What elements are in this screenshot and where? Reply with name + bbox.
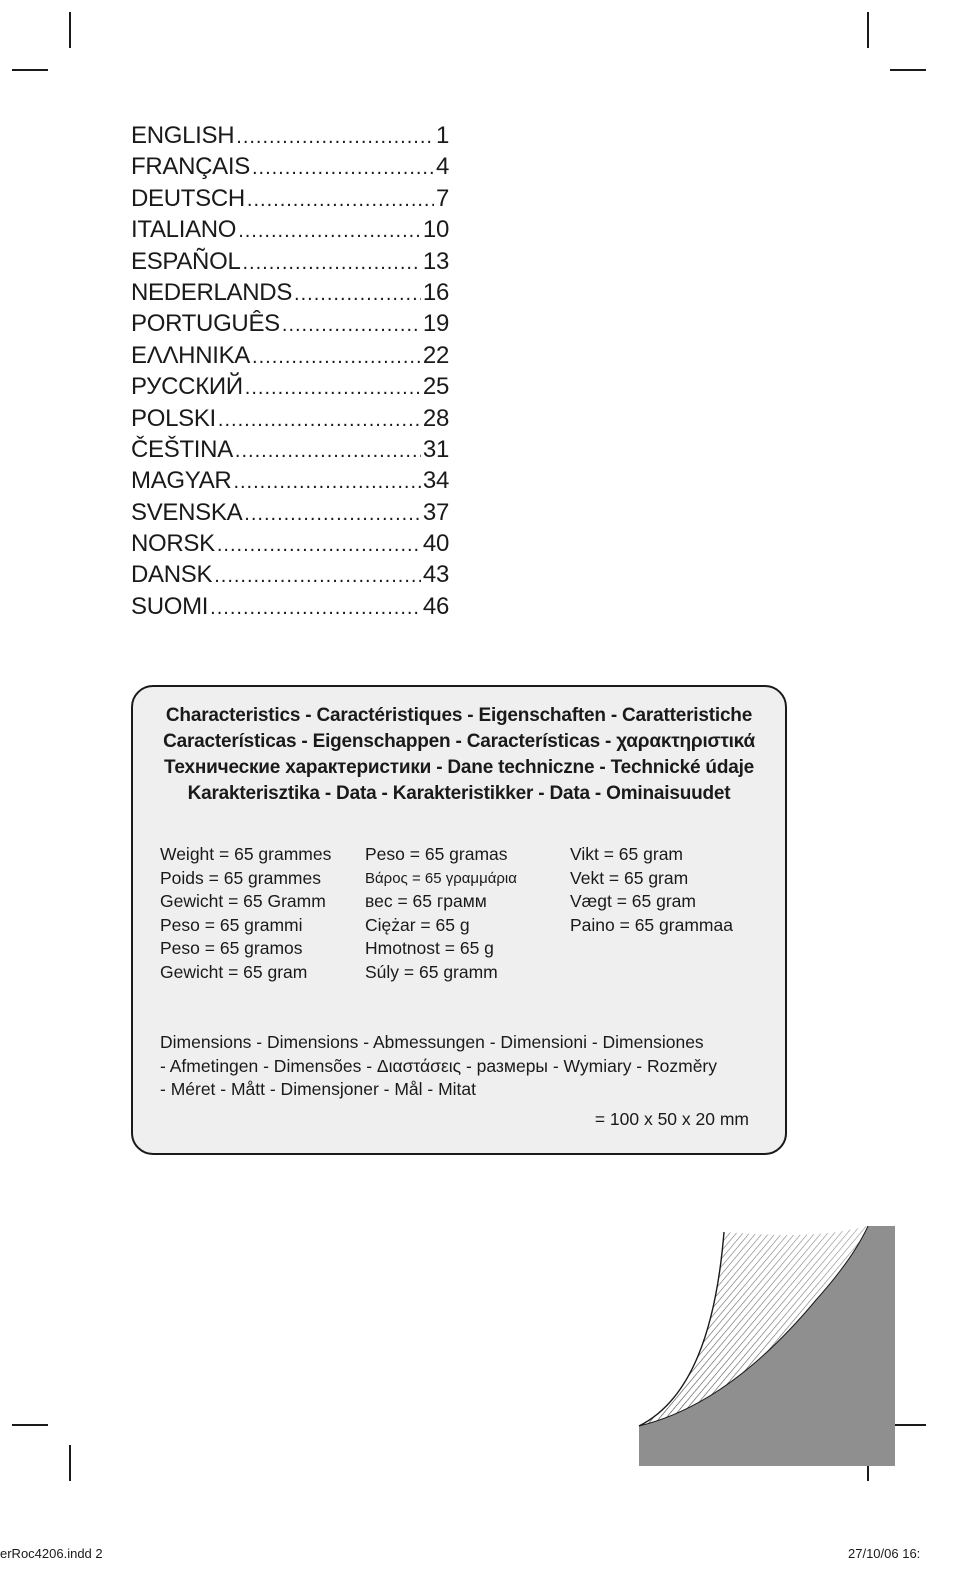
toc-entry[interactable] [131, 465, 449, 496]
toc-dot-leader [252, 153, 434, 184]
toc-dot-leader [214, 561, 421, 592]
toc-page-number: 25 [422, 373, 449, 401]
toc-entry[interactable] [131, 528, 449, 559]
toc-language: FRANÇAIS [131, 153, 250, 181]
toc-language: РУССКИЙ [131, 373, 243, 401]
weight-column [365, 843, 570, 985]
toc-dot-leader [243, 248, 421, 279]
toc-dot-leader [217, 530, 421, 561]
slug-date: 27/10/06 16: [848, 1546, 921, 1561]
toc-entry[interactable] [131, 214, 449, 245]
toc-page-number: 1 [435, 122, 449, 149]
toc-dot-leader [282, 310, 421, 341]
toc-dot-leader [233, 467, 420, 498]
heading-line: Características - Eigenschappen - Características - χαρακτηριστικά [163, 731, 755, 752]
toc-page-number: 31 [422, 435, 449, 463]
weight-entry: Hmotnost = 65 g [365, 938, 494, 959]
crop-mark [890, 69, 926, 71]
weight-entry: Peso = 65 gramos [160, 938, 303, 959]
heading-line: Characteristics - Caractéristiques - Eigenschaften - Caratteristiche [165, 705, 753, 726]
dimensions-value: = 100 x 50 x 20 mm [594, 1109, 749, 1129]
toc-page-number: 22 [422, 341, 449, 369]
toc-page-number: 40 [422, 530, 449, 558]
toc-page-number: 10 [422, 216, 449, 244]
toc-page-number: 4 [435, 153, 449, 181]
toc-entry[interactable] [131, 371, 449, 402]
toc-entry[interactable] [131, 151, 449, 182]
weight-entry: Ciężar = 65 g [365, 914, 470, 935]
toc-language: ENGLISH [131, 122, 235, 149]
weight-entry: Gewicht = 65 gram [160, 961, 308, 982]
toc-page-number: 34 [422, 467, 449, 495]
toc-language: SVENSKA [131, 498, 243, 526]
toc-page-number: 13 [422, 247, 449, 275]
slug-filename: erRoc4206.indd 2 [0, 1546, 103, 1561]
toc-entry[interactable] [131, 434, 449, 465]
toc-dot-leader [210, 593, 421, 624]
toc-dot-leader [218, 405, 421, 436]
crop-mark [12, 69, 48, 71]
toc-entry[interactable] [131, 277, 449, 308]
weight-entry: Vekt = 65 gram [570, 867, 689, 888]
toc-dot-leader [247, 185, 434, 216]
weight-column [570, 843, 775, 985]
toc-page-number: 28 [422, 404, 449, 432]
toc-language: DANSK [131, 561, 213, 589]
weight-entry: вес = 65 грамм [365, 891, 487, 912]
crop-mark [12, 1424, 48, 1426]
toc-entry[interactable] [131, 559, 449, 590]
heading-line: Технические характеристики - Dane techniczne - Technické údaje [163, 757, 755, 778]
weight-entry: Paino = 65 grammaa [570, 914, 733, 935]
dimensions-line: - Afmetingen - Dimensões - Διαστάσεις - размеры - Wymiary - Rozměry [160, 1055, 718, 1076]
weight-entry: Βάρος = 65 γραμμάρια [365, 869, 517, 887]
crop-mark [69, 1445, 71, 1481]
weight-entry: Gewicht = 65 Gramm [160, 891, 326, 912]
toc-language: SUOMI [131, 592, 209, 620]
toc-dot-leader [244, 499, 421, 530]
toc-language: ESPAÑOL [131, 247, 241, 275]
dimensions-line: Dimensions - Dimensions - Abmessungen - Dimensioni - Dimensiones [160, 1032, 704, 1052]
toc-language: MAGYAR [131, 467, 232, 495]
toc-entry[interactable] [131, 308, 449, 339]
toc-language: DEUTSCH [131, 184, 245, 212]
weight-entry: Vikt = 65 gram [570, 844, 683, 864]
toc-entry[interactable] [131, 246, 449, 277]
weight-entry: Peso = 65 gramas [365, 844, 508, 864]
weight-entry: Poids = 65 grammes [160, 867, 321, 888]
toc-language: NORSK [131, 530, 215, 558]
dimensions-line: - Méret - Mått - Dimensjoner - Mål - Mitat [160, 1079, 477, 1100]
toc-page-number: 46 [422, 592, 449, 620]
toc-dot-leader [238, 216, 421, 247]
weight-column [160, 843, 365, 985]
toc-language: POLSKI [131, 404, 216, 432]
toc-entry[interactable] [131, 591, 449, 622]
toc-language: NEDERLANDS [131, 278, 293, 306]
characteristics-box [131, 685, 787, 1155]
toc-dot-leader [252, 342, 421, 373]
toc-language: ΕΛΛΗΝΙΚΑ [131, 341, 251, 369]
toc-entry[interactable] [131, 120, 449, 151]
toc-entry[interactable] [131, 340, 449, 371]
weight-entry: Peso = 65 grammi [160, 914, 303, 935]
toc-dot-leader [294, 279, 421, 310]
crop-mark [69, 12, 71, 48]
characteristics-heading [133, 703, 785, 807]
weight-entry: Vægt = 65 gram [570, 891, 696, 912]
weight-entry: Weight = 65 grammes [160, 844, 332, 864]
heading-line: Karakterisztika - Data - Karakteristikker - Data - Ominaisuudet [187, 783, 731, 804]
weight-table [160, 843, 775, 985]
crop-mark [867, 12, 869, 48]
toc-entry[interactable] [131, 183, 449, 214]
page-curl-graphic [636, 1220, 898, 1468]
toc-language: PORTUGUÊS [131, 310, 280, 338]
dimensions-label [160, 1031, 765, 1102]
toc-page-number: 7 [435, 184, 449, 212]
toc-dot-leader [245, 373, 421, 404]
toc-entry[interactable] [131, 497, 449, 528]
table-of-contents [131, 120, 449, 622]
toc-entry[interactable] [131, 403, 449, 434]
weight-entry: Súly = 65 gramm [365, 961, 498, 982]
toc-page-number: 43 [422, 561, 449, 589]
toc-page-number: 19 [422, 310, 449, 338]
toc-page-number: 37 [422, 498, 449, 526]
toc-language: ČEŠTINA [131, 435, 233, 463]
toc-page-number: 16 [422, 278, 449, 306]
toc-language: ITALIANO [131, 216, 237, 244]
toc-dot-leader [235, 436, 421, 467]
toc-dot-leader [236, 122, 434, 153]
